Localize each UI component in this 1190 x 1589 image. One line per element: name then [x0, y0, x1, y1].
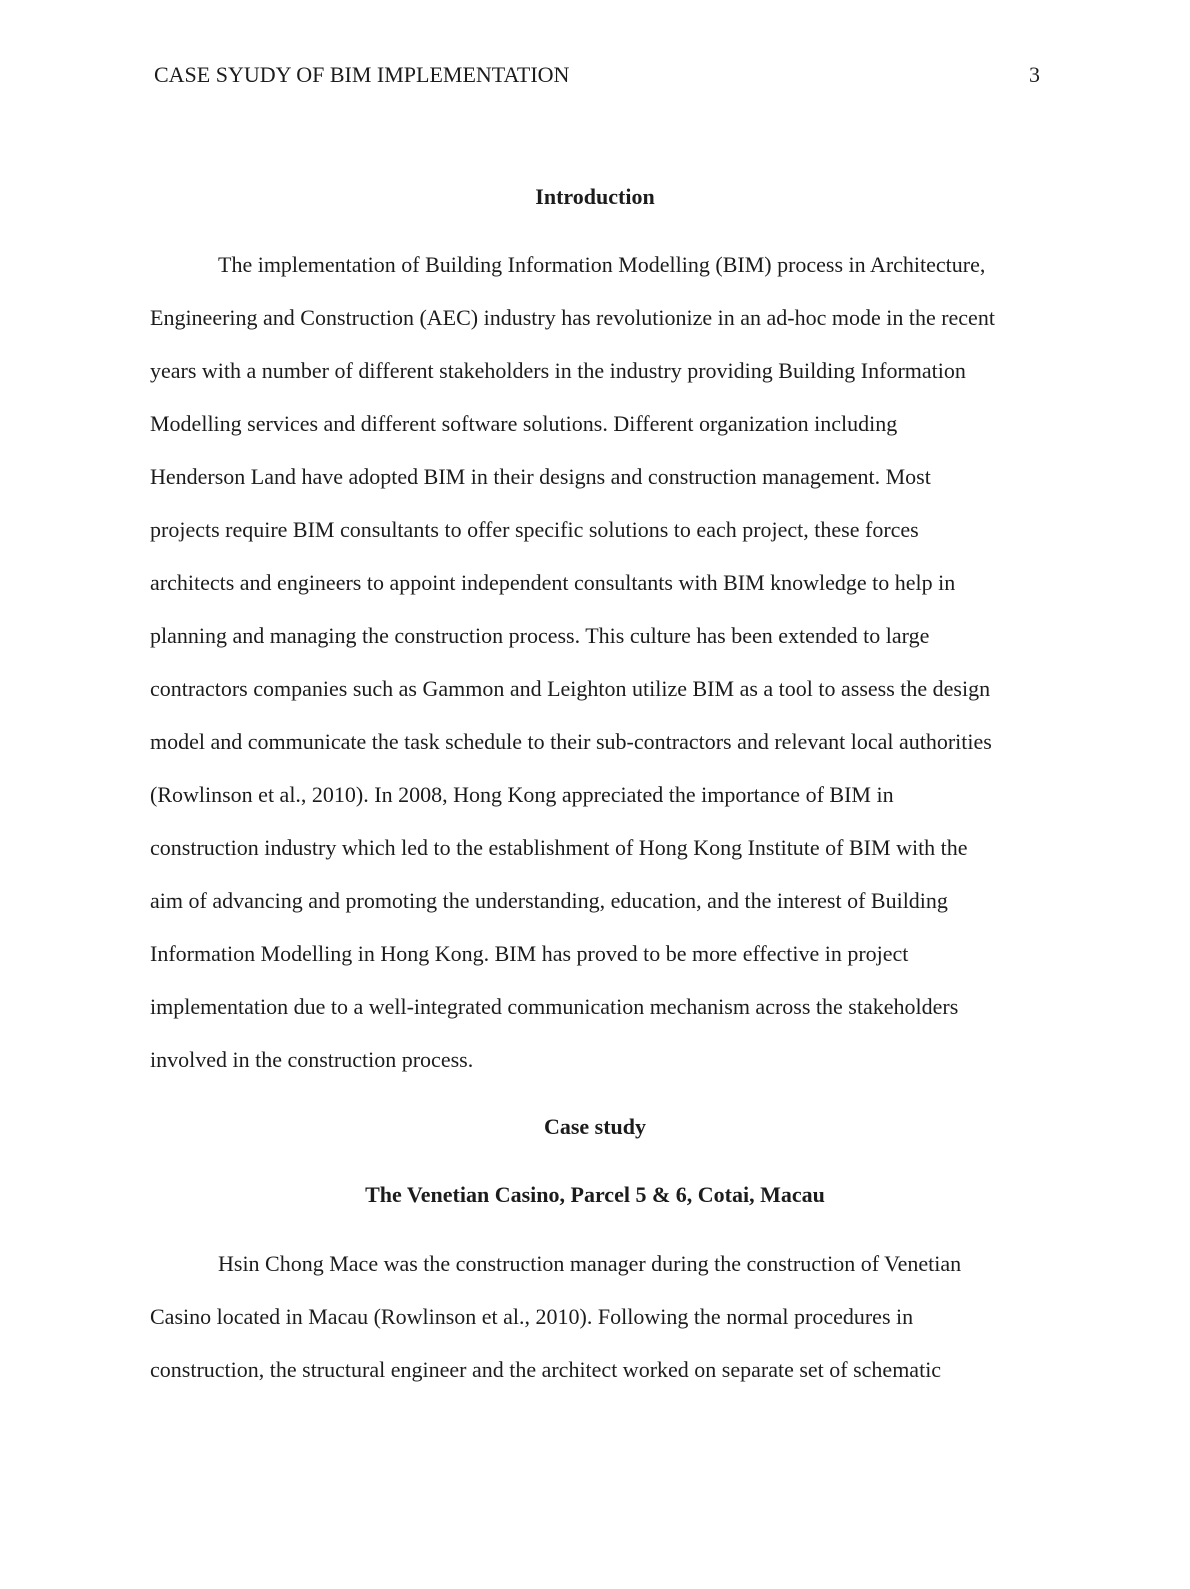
- paragraph-line: projects require BIM consultants to offer specific solutions to each project, these forces: [150, 517, 919, 542]
- paragraph-line: years with a number of different stakeholders in the industry providing Building Information: [150, 358, 966, 383]
- paragraph-line: construction industry which led to the establishment of Hong Kong Institute of BIM with the: [150, 835, 968, 860]
- running-head-text: CASE SYUDY OF BIM IMPLEMENTATION: [154, 62, 570, 87]
- section-heading-introduction: Introduction: [535, 184, 655, 209]
- case-study-paragraph: [150, 1237, 1040, 1396]
- paragraph-line: construction, the structural engineer and the architect worked on separate set of schematic: [150, 1357, 942, 1382]
- paragraph-line: architects and engineers to appoint independent consultants with BIM knowledge to help in: [150, 570, 956, 595]
- paragraph-line: Hsin Chong Mace was the construction manager during the construction of Venetian: [218, 1251, 962, 1276]
- paragraph-line: The implementation of Building Information Modelling (BIM) process in Architecture,: [218, 252, 986, 277]
- paragraph-line: implementation due to a well-integrated communication mechanism across the stakeholders: [150, 994, 959, 1019]
- paragraph-line: Casino located in Macau (Rowlinson et al., 2010). Following the normal procedures in: [150, 1304, 914, 1329]
- section-subheading-venetian-casino: The Venetian Casino, Parcel 5 & 6, Cotai, Macau: [365, 1182, 825, 1207]
- paragraph-line: involved in the construction process.: [150, 1047, 474, 1072]
- paragraph-line: contractors companies such as Gammon and Leighton utilize BIM as a tool to assess the design: [150, 676, 991, 701]
- paragraph-line: planning and managing the construction process. This culture has been extended to large: [150, 623, 930, 648]
- paragraph-line: model and communicate the task schedule to their sub-contractors and relevant local authorities: [150, 729, 992, 754]
- paragraph-line: Information Modelling in Hong Kong. BIM has proved to be more effective in project: [150, 941, 909, 966]
- introduction-paragraph: [150, 238, 1040, 1086]
- paragraph-line: Henderson Land have adopted BIM in their designs and construction management. Most: [150, 464, 931, 489]
- page-number: 3: [1029, 62, 1040, 87]
- paragraph-line: aim of advancing and promoting the understanding, education, and the interest of Building: [150, 888, 948, 913]
- paragraph-line: Engineering and Construction (AEC) industry has revolutionize in an ad-hoc mode in the recent: [150, 305, 995, 330]
- document-body: [0, 170, 1190, 1396]
- paragraph-line: Modelling services and different software solutions. Different organization including: [150, 411, 898, 436]
- paragraph-line: (Rowlinson et al., 2010). In 2008, Hong Kong appreciated the importance of BIM in: [150, 782, 894, 807]
- running-header: [0, 0, 1190, 88]
- section-heading-case-study: Case study: [543, 1114, 647, 1139]
